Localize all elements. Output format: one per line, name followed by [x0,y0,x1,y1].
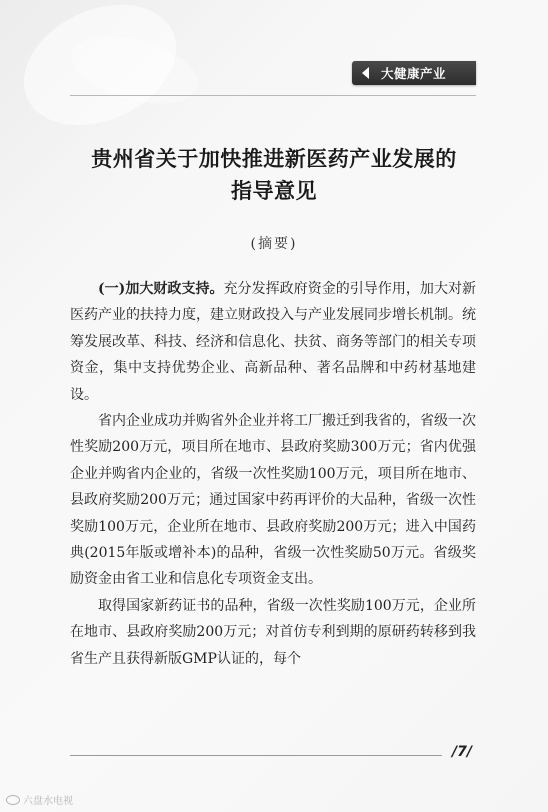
document-title-line-1: 贵州省关于加快推进新医药产业发展的 [91,146,457,171]
paragraph-1-text: 充分发挥政府资金的引导作用，加大对新医药产业的扶持力度，建立财政投入与产业发展同步增长机制。统筹发展改革、科技、经济和信息化、扶贫、商务等部门的相关专项资金，集中支持优势企业、高新品种、著名品牌和中药材基地建设。 [70,281,477,403]
article-body [70,276,476,672]
watermark [6,792,73,807]
watermark-logo-icon [6,795,20,805]
paragraph-1 [70,276,476,408]
left-triangle-icon [362,67,369,79]
paragraph-1-lead: (一)加大财政支持。 [98,281,224,297]
section-tab-label: 大健康产业 [381,66,447,81]
header-divider [70,95,476,96]
watermark-text: 六盘水电视 [23,796,73,807]
footer-divider [70,755,442,756]
paragraph-2: 省内企业成功并购省外企业并将工厂搬迁到我省的，省级一次性奖励200万元，项目所在地市、县政府奖励300万元；省内优强企业并购省内企业的，省级一次性奖励100万元，项目所在地市、县政府奖励200万元；通过国家中药再评价的大品种，省级一次性奖励100万元，企业所在地市、县政府奖励200万元；进入中国药典(2015年版或增补本)的品种，省级一次性奖励50万元。省级奖励资金由省工业和信息化专项资金支出。 [70,413,476,588]
page-number: /7/ [452,744,472,760]
paragraph-3: 取得国家新药证书的品种，省级一次性奖励100万元，企业所在地市、县政府奖励200万元；对首仿专利到期的原研药转移到我省生产且获得新版GMP认证的，每个 [70,597,476,667]
section-tab [352,61,476,85]
document-title-line-2: 指导意见 [231,178,317,203]
document-subtitle: (摘要) [250,236,298,252]
